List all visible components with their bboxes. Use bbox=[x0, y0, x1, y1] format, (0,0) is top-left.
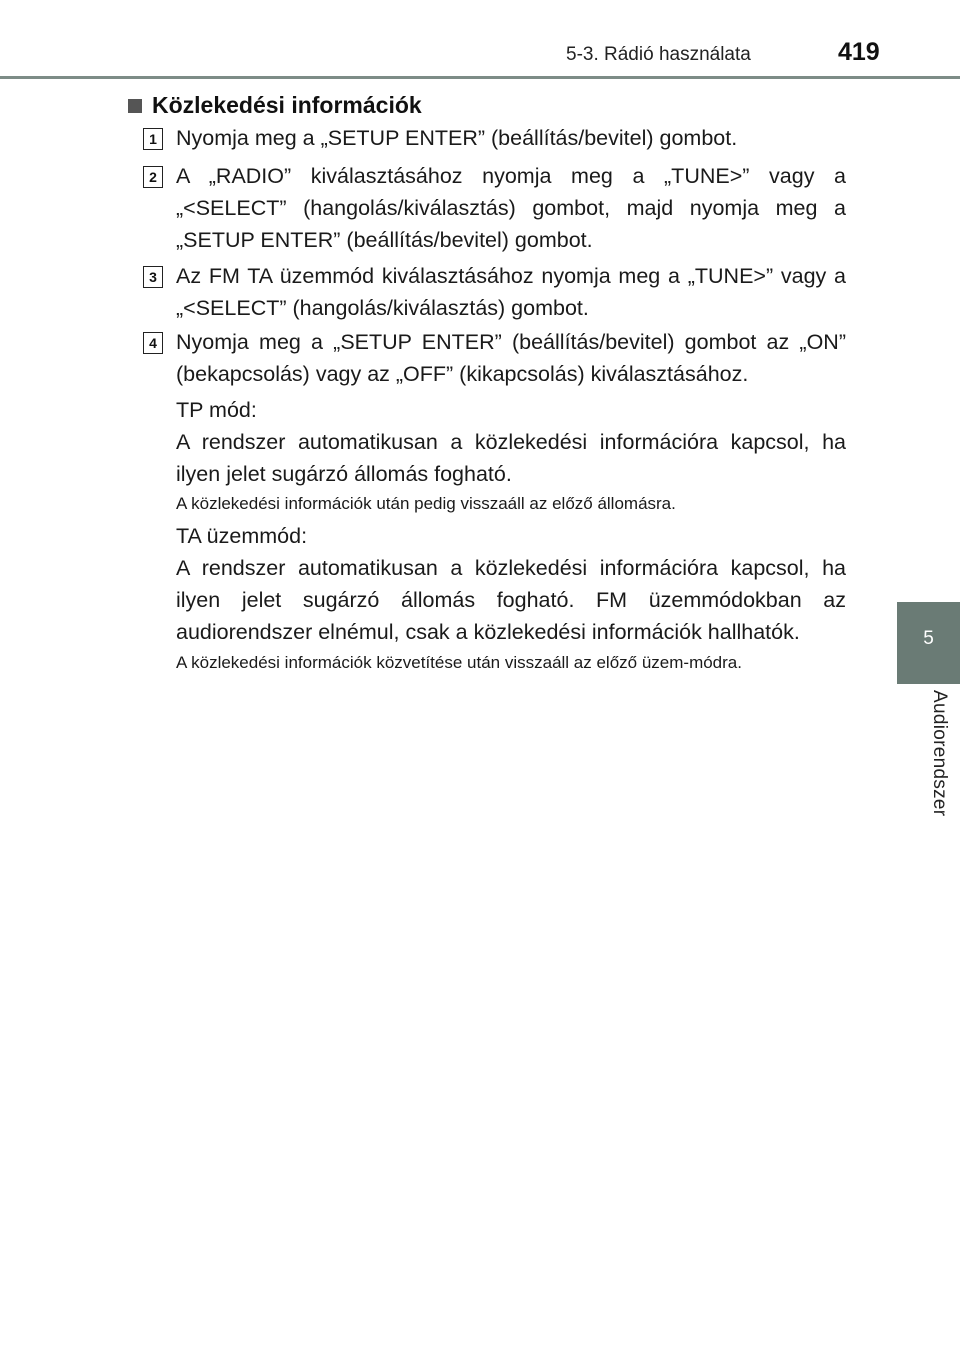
step-badge-4: 4 bbox=[143, 332, 163, 354]
step-3-text: Az FM TA üzemmód kiválasztásához nyomja meg a „TUNE>” vagy a „<SELECT” (hangolás/kiválasztás) gombot. bbox=[176, 264, 846, 320]
header-divider bbox=[0, 76, 960, 79]
ta-mode-text: A rendszer automatikusan a közlekedési információra kapcsol, ha ilyen jelet sugárzó állomás fogható. FM üzemmódokban az audiorendszer elnémul, csak a közlekedési információk hallhatók. bbox=[176, 556, 846, 644]
tp-mode-text: A rendszer automatikusan a közlekedési információra kapcsol, ha ilyen jelet sugárzó állomás fogható. bbox=[176, 430, 846, 486]
chapter-label: Audiorendszer bbox=[929, 690, 950, 817]
step-badge-1: 1 bbox=[143, 128, 163, 150]
ta-mode-note: A közlekedési információk közvetítése után visszaáll az előző üzem-módra. bbox=[176, 653, 742, 672]
step-badge-2: 2 bbox=[143, 166, 163, 188]
section-heading bbox=[128, 92, 422, 119]
step-2-text: A „RADIO” kiválasztásához nyomja meg a „TUNE>” vagy a „<SELECT” (hangolás/kiválasztás) gombot, majd nyomja meg a „SETUP ENTER” (beállítás/bevitel) gombot. bbox=[176, 164, 846, 252]
tp-mode-title: TP mód: bbox=[176, 398, 257, 422]
page-number: 419 bbox=[838, 38, 880, 66]
step-4-text: Nyomja meg a „SETUP ENTER” (beállítás/bevitel) gombot az „ON” (bekapcsolás) vagy az „OFF” (kikapcsolás) kiválasztásához. bbox=[176, 330, 846, 386]
step-badge-3: 3 bbox=[143, 266, 163, 288]
step-1-text: Nyomja meg a „SETUP ENTER” (beállítás/bevitel) gombot. bbox=[176, 126, 738, 150]
ta-mode-title: TA üzemmód: bbox=[176, 524, 308, 548]
tp-mode-note: A közlekedési információk után pedig visszaáll az előző állomásra. bbox=[176, 494, 676, 513]
chapter-tab bbox=[897, 602, 960, 684]
heading-square-icon bbox=[128, 99, 142, 113]
header-section-title: 5-3. Rádió használata bbox=[566, 44, 751, 65]
section-heading-text: Közlekedési információk bbox=[152, 92, 422, 118]
chapter-number: 5 bbox=[923, 628, 934, 649]
